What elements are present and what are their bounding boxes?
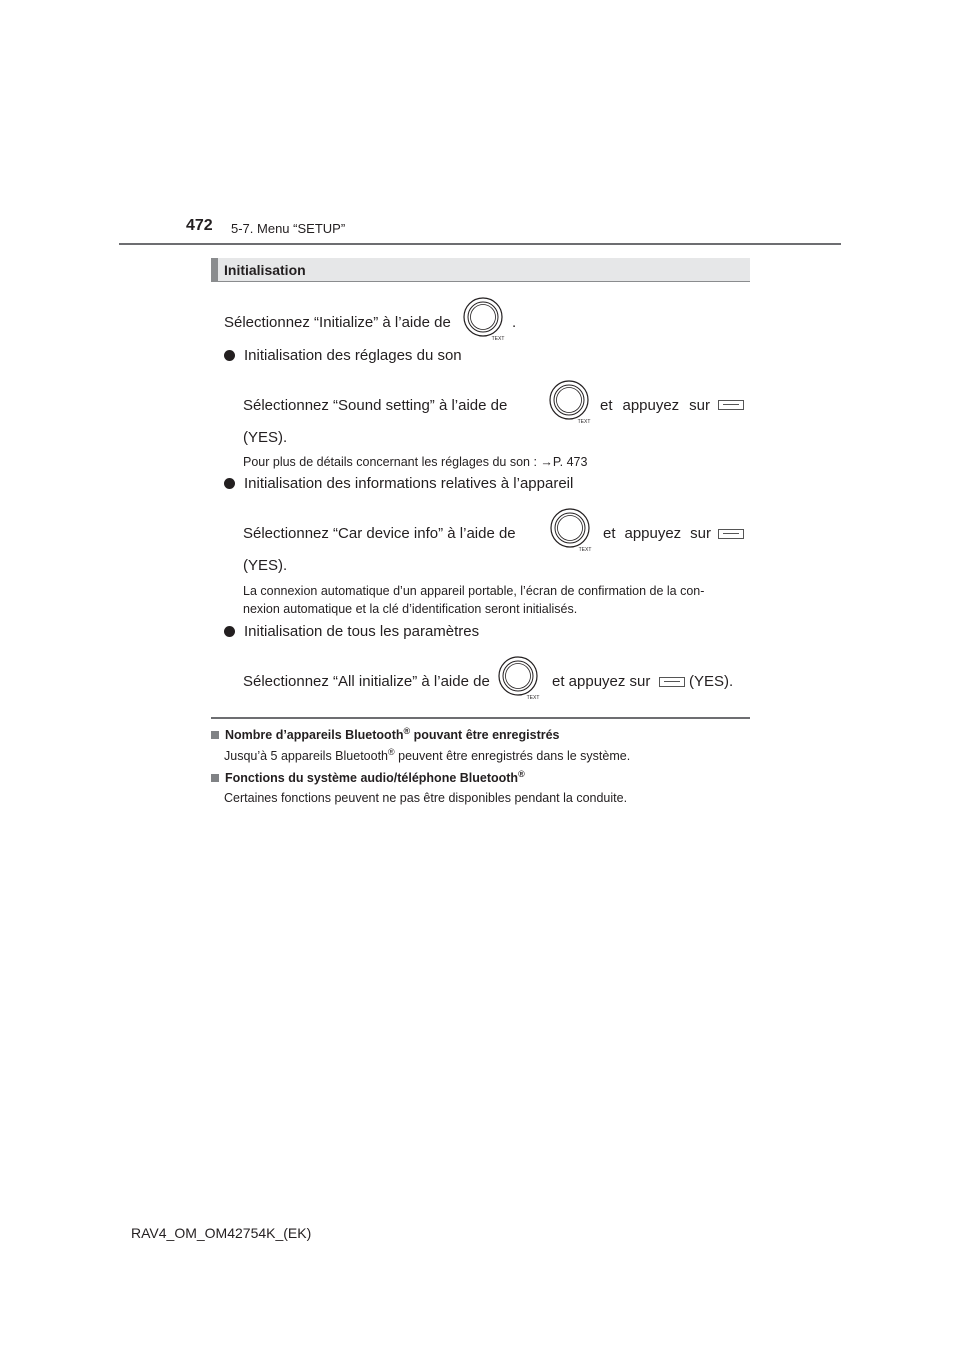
bullet-icon <box>224 350 235 361</box>
item-instruction-yes: (YES). <box>243 429 288 446</box>
item-instruction-yes: (YES). <box>243 557 288 574</box>
section-divider <box>211 717 750 719</box>
tune-knob-icon <box>549 380 593 424</box>
tune-knob-icon <box>463 297 507 341</box>
item-instruction-mid: et appuyez sur <box>552 673 651 690</box>
info-heading: Nombre d’appareils Bluetooth® pouvant être enregistrés <box>211 726 560 742</box>
footer-code: RAV4_OM_OM42754K_(EK) <box>131 1225 312 1241</box>
square-bullet-icon <box>211 731 219 739</box>
bullet-icon <box>224 478 235 489</box>
intro-text-pre: Sélectionnez “Initialize” à l’aide de <box>224 314 451 331</box>
button-icon <box>718 529 744 539</box>
intro-text-post: . <box>512 314 517 331</box>
item-title-sound: Initialisation des réglages du son <box>224 347 462 364</box>
item-instruction-yes: (YES). <box>689 673 734 690</box>
knob-label: TEXT <box>577 419 591 424</box>
knob-label: TEXT <box>491 336 505 341</box>
tune-knob-icon <box>550 508 594 552</box>
tune-knob-icon <box>498 656 542 700</box>
button-icon <box>659 677 685 687</box>
bullet-icon <box>224 626 235 637</box>
info-text: Jusqu’à 5 appareils Bluetooth® peuvent être enregistrés dans le système. <box>224 747 631 764</box>
item-title-device: Initialisation des informations relatives à l’appareil <box>224 475 573 492</box>
item-instruction-mid: et appuyez sur <box>600 397 710 414</box>
item-instruction-pre: Sélectionnez “Sound setting” à l’aide de <box>243 397 508 414</box>
item-title-all: Initialisation de tous les paramètres <box>224 623 479 640</box>
chapter-title: 5-7. Menu “SETUP” <box>231 221 346 236</box>
section-title: Initialisation <box>224 262 306 278</box>
info-text: Certaines fonctions peuvent ne pas être disponibles pendant la conduite. <box>224 791 628 805</box>
item-note: Pour plus de détails concernant les réglages du son : →P. 473 <box>243 455 588 469</box>
header-divider <box>119 243 841 245</box>
item-instruction-pre: Sélectionnez “All initialize” à l’aide de <box>243 673 490 690</box>
knob-label: TEXT <box>578 547 592 552</box>
knob-label: TEXT <box>526 695 540 700</box>
button-icon <box>718 400 744 410</box>
info-heading: Fonctions du système audio/téléphone Bluetooth® <box>211 769 525 785</box>
square-bullet-icon <box>211 774 219 782</box>
item-instruction-mid: et appuyez sur <box>603 525 711 542</box>
item-note-line1: La connexion automatique d’un appareil portable, l’écran de confirmation de la con- <box>243 584 705 598</box>
item-instruction-pre: Sélectionnez “Car device info” à l’aide de <box>243 525 516 542</box>
item-note-line2: nexion automatique et la clé d’identification seront initialisés. <box>243 602 578 616</box>
section-heading <box>211 258 750 282</box>
page-number: 472 <box>186 217 213 234</box>
